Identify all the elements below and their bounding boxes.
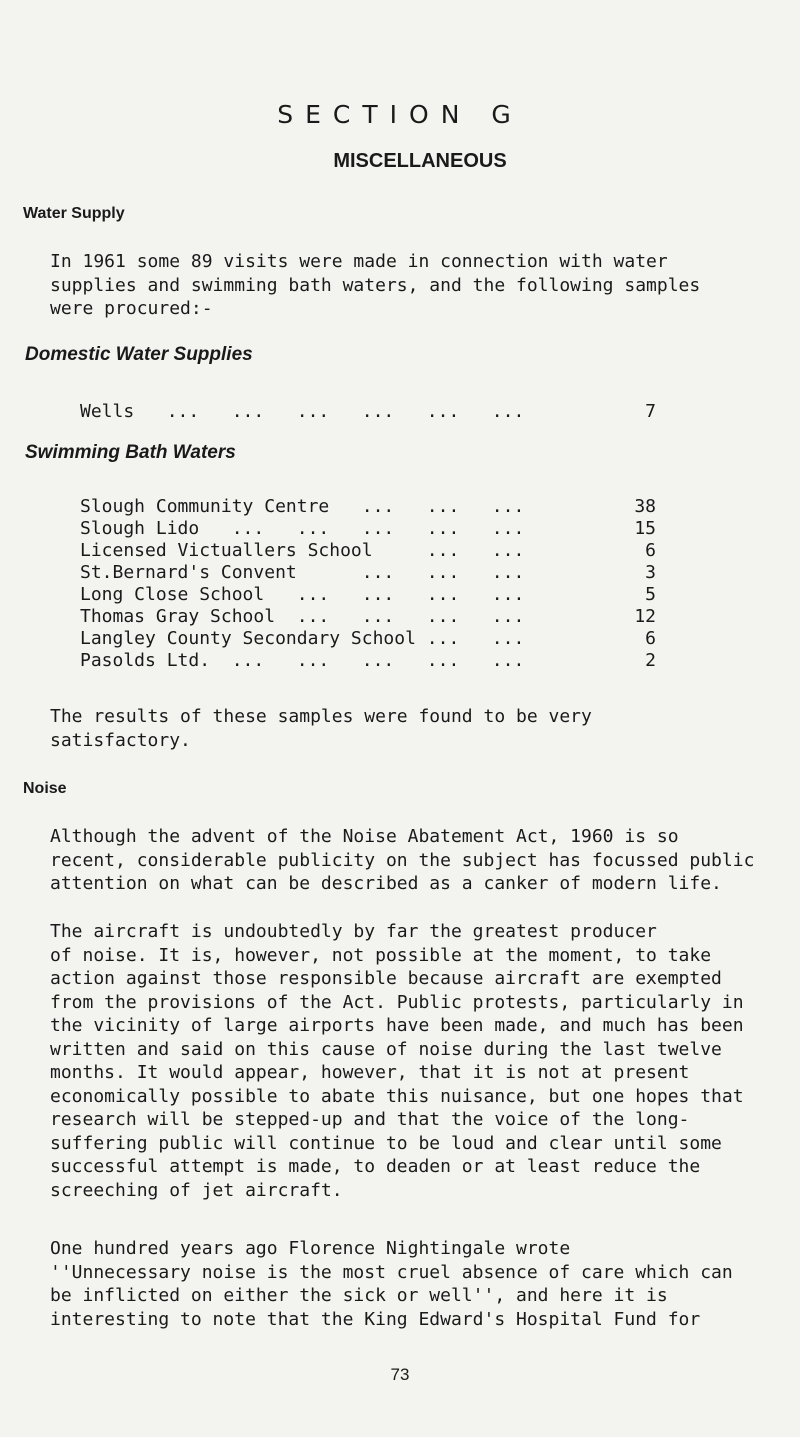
row-value: 2 — [645, 650, 656, 671]
row-label: Long Close School ... ... ... ... — [80, 584, 525, 605]
row-label: Wells ... ... ... ... ... ... — [80, 401, 525, 422]
swimming-bath-heading: Swimming Bath Waters — [25, 442, 236, 463]
row-value: 6 — [645, 540, 656, 561]
results-paragraph: The results of these samples were found to be very satisfactory. — [50, 706, 592, 751]
table-row — [80, 650, 656, 672]
row-label: Slough Community Centre ... ... ... — [80, 496, 525, 517]
section-title: SECTION G — [277, 100, 523, 129]
row-value: 3 — [645, 562, 656, 583]
noise-paragraph-3: One hundred years ago Florence Nightingale wrote ''Unnecessary noise is the most cruel absence of care which can be inflicted on either the sick or well'', and here it is interesting to note that the King Edward's Hospital Fund for — [50, 1238, 733, 1330]
table-row — [80, 562, 656, 584]
row-label: Pasolds Ltd. ... ... ... ... ... — [80, 650, 525, 671]
section-subtitle: MISCELLANEOUS — [333, 150, 507, 172]
table-row — [80, 584, 656, 606]
table-row — [80, 628, 656, 650]
row-value: 12 — [634, 606, 656, 627]
row-label: Langley County Secondary School ... ... — [80, 628, 525, 649]
row-value: 15 — [634, 518, 656, 539]
row-value: 6 — [645, 628, 656, 649]
noise-paragraph-2: The aircraft is undoubtedly by far the greatest producer of noise. It is, however, not possible at the moment, to take action against those responsible because aircraft are exempted from the provisions of the Act. Public protests, particularly in the vicinity of large airports have been made, and much has been written and said on this cause of noise during the last twelve months. It would appear, however, that it is not at present economically possible to abate this nuisance, but one hopes that research will be stepped-up and that the voice of the long- suffering public will continue to be loud and clear until some successful attempt is made, to deaden or at least reduce the screeching of jet aircraft. — [50, 921, 744, 1201]
table-row — [80, 518, 656, 540]
table-row — [80, 401, 656, 423]
row-label: Slough Lido ... ... ... ... ... — [80, 518, 525, 539]
water-supply-intro: In 1961 some 89 visits were made in connection with water supplies and swimming bath waters, and the following samples were procured:- — [50, 251, 701, 319]
water-supply-heading: Water Supply — [23, 205, 125, 222]
noise-heading: Noise — [23, 780, 67, 797]
domestic-water-heading: Domestic Water Supplies — [25, 344, 253, 365]
table-row — [80, 496, 656, 518]
row-label: Thomas Gray School ... ... ... ... — [80, 606, 525, 627]
row-label: Licensed Victuallers School ... ... — [80, 540, 525, 561]
noise-paragraph-1: Although the advent of the Noise Abatement Act, 1960 is so recent, considerable publicity on the subject has focussed public attention on what can be described as a canker of modern life. — [50, 826, 755, 894]
row-value: 7 — [645, 401, 656, 422]
table-row — [80, 540, 656, 562]
row-label: St.Bernard's Convent ... ... ... — [80, 562, 525, 583]
table-row — [80, 606, 656, 628]
row-value: 38 — [634, 496, 656, 517]
page-number: 73 — [390, 1365, 410, 1384]
row-value: 5 — [645, 584, 656, 605]
